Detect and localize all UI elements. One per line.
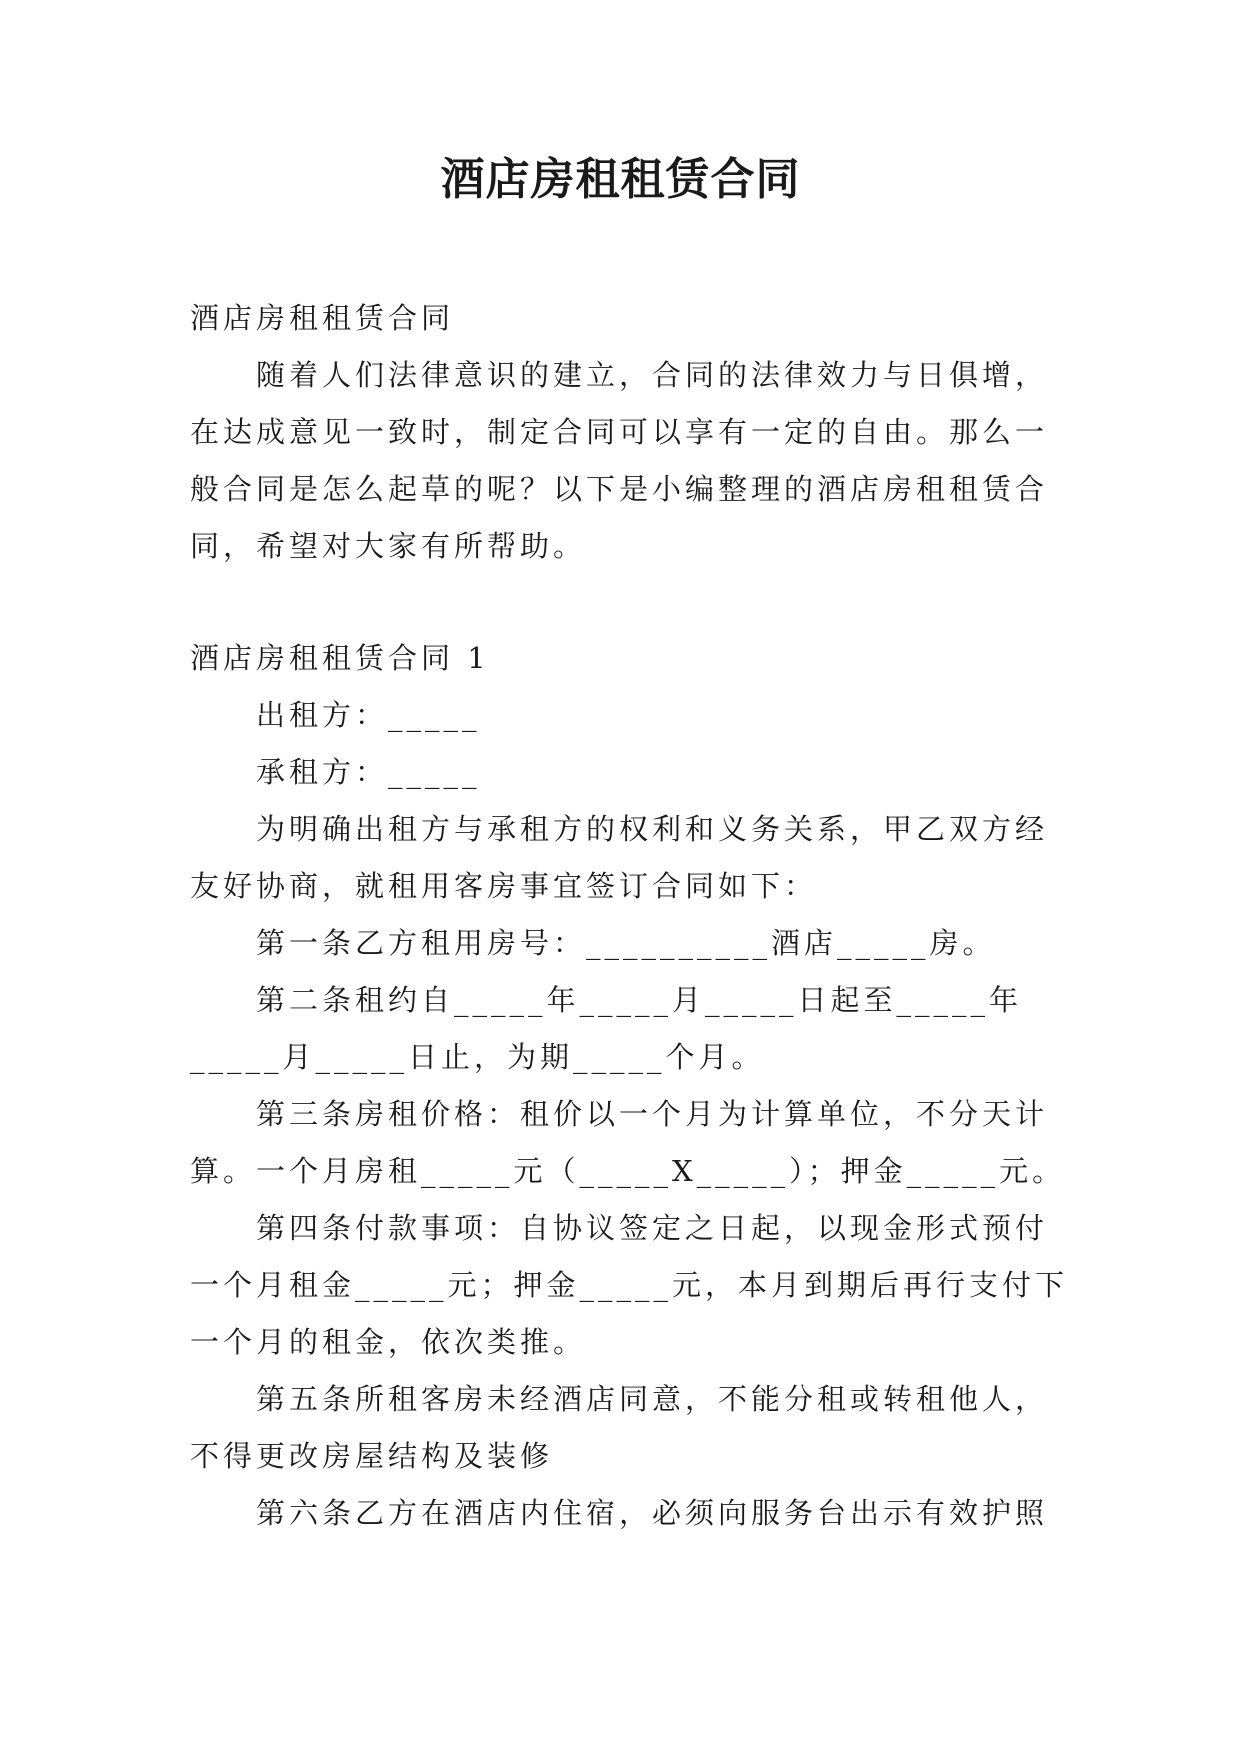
article-4: 第四条付款事项：自协议签定之日起，以现金形式预付一个月租金_____元；押金_____元，本月到期后再行支付下一个月的租金，依次类推。 — [190, 1211, 1069, 1359]
article-1: 第一条乙方租用房号：__________酒店_____房。 — [256, 926, 996, 960]
section-title: 酒店房租租赁合同 1 — [190, 641, 490, 675]
article-2: 第二条租约自_____年_____月_____日起至_____年_____月_____日止，为期_____个月。 — [190, 983, 1023, 1074]
article-5: 第五条所租客房未经酒店同意，不能分租或转租他人，不得更改房屋结构及装修 — [190, 1382, 1049, 1473]
document-title: 酒店房租租赁合同 — [440, 154, 801, 205]
lessor-line: 出租方：_____ — [256, 698, 481, 732]
lessee-line: 承租方：_____ — [256, 755, 481, 789]
article-6: 第六条乙方在酒店内住宿，必须向服务台出示有效护照 — [256, 1496, 1049, 1530]
document-subtitle: 酒店房租租赁合同 — [190, 301, 455, 335]
article-3: 第三条房租价格：租价以一个月为计算单位，不分天计算。一个月房租_____元（_____X_____）；押金_____元。 — [190, 1097, 1066, 1188]
document-body — [190, 290, 1070, 1542]
preamble-paragraph: 为明确出租方与承租方的权利和义务关系，甲乙双方经友好协商，就租用客房事宜签订合同如下： — [190, 812, 1049, 903]
paragraph-gap — [190, 575, 1070, 630]
intro-paragraph: 随着人们法律意识的建立，合同的法律效力与日俱增，在达成意见一致时，制定合同可以享有一定的自由。那么一般合同是怎么起草的呢？以下是小编整理的酒店房租租赁合同，希望对大家有所帮助。 — [190, 358, 1049, 563]
